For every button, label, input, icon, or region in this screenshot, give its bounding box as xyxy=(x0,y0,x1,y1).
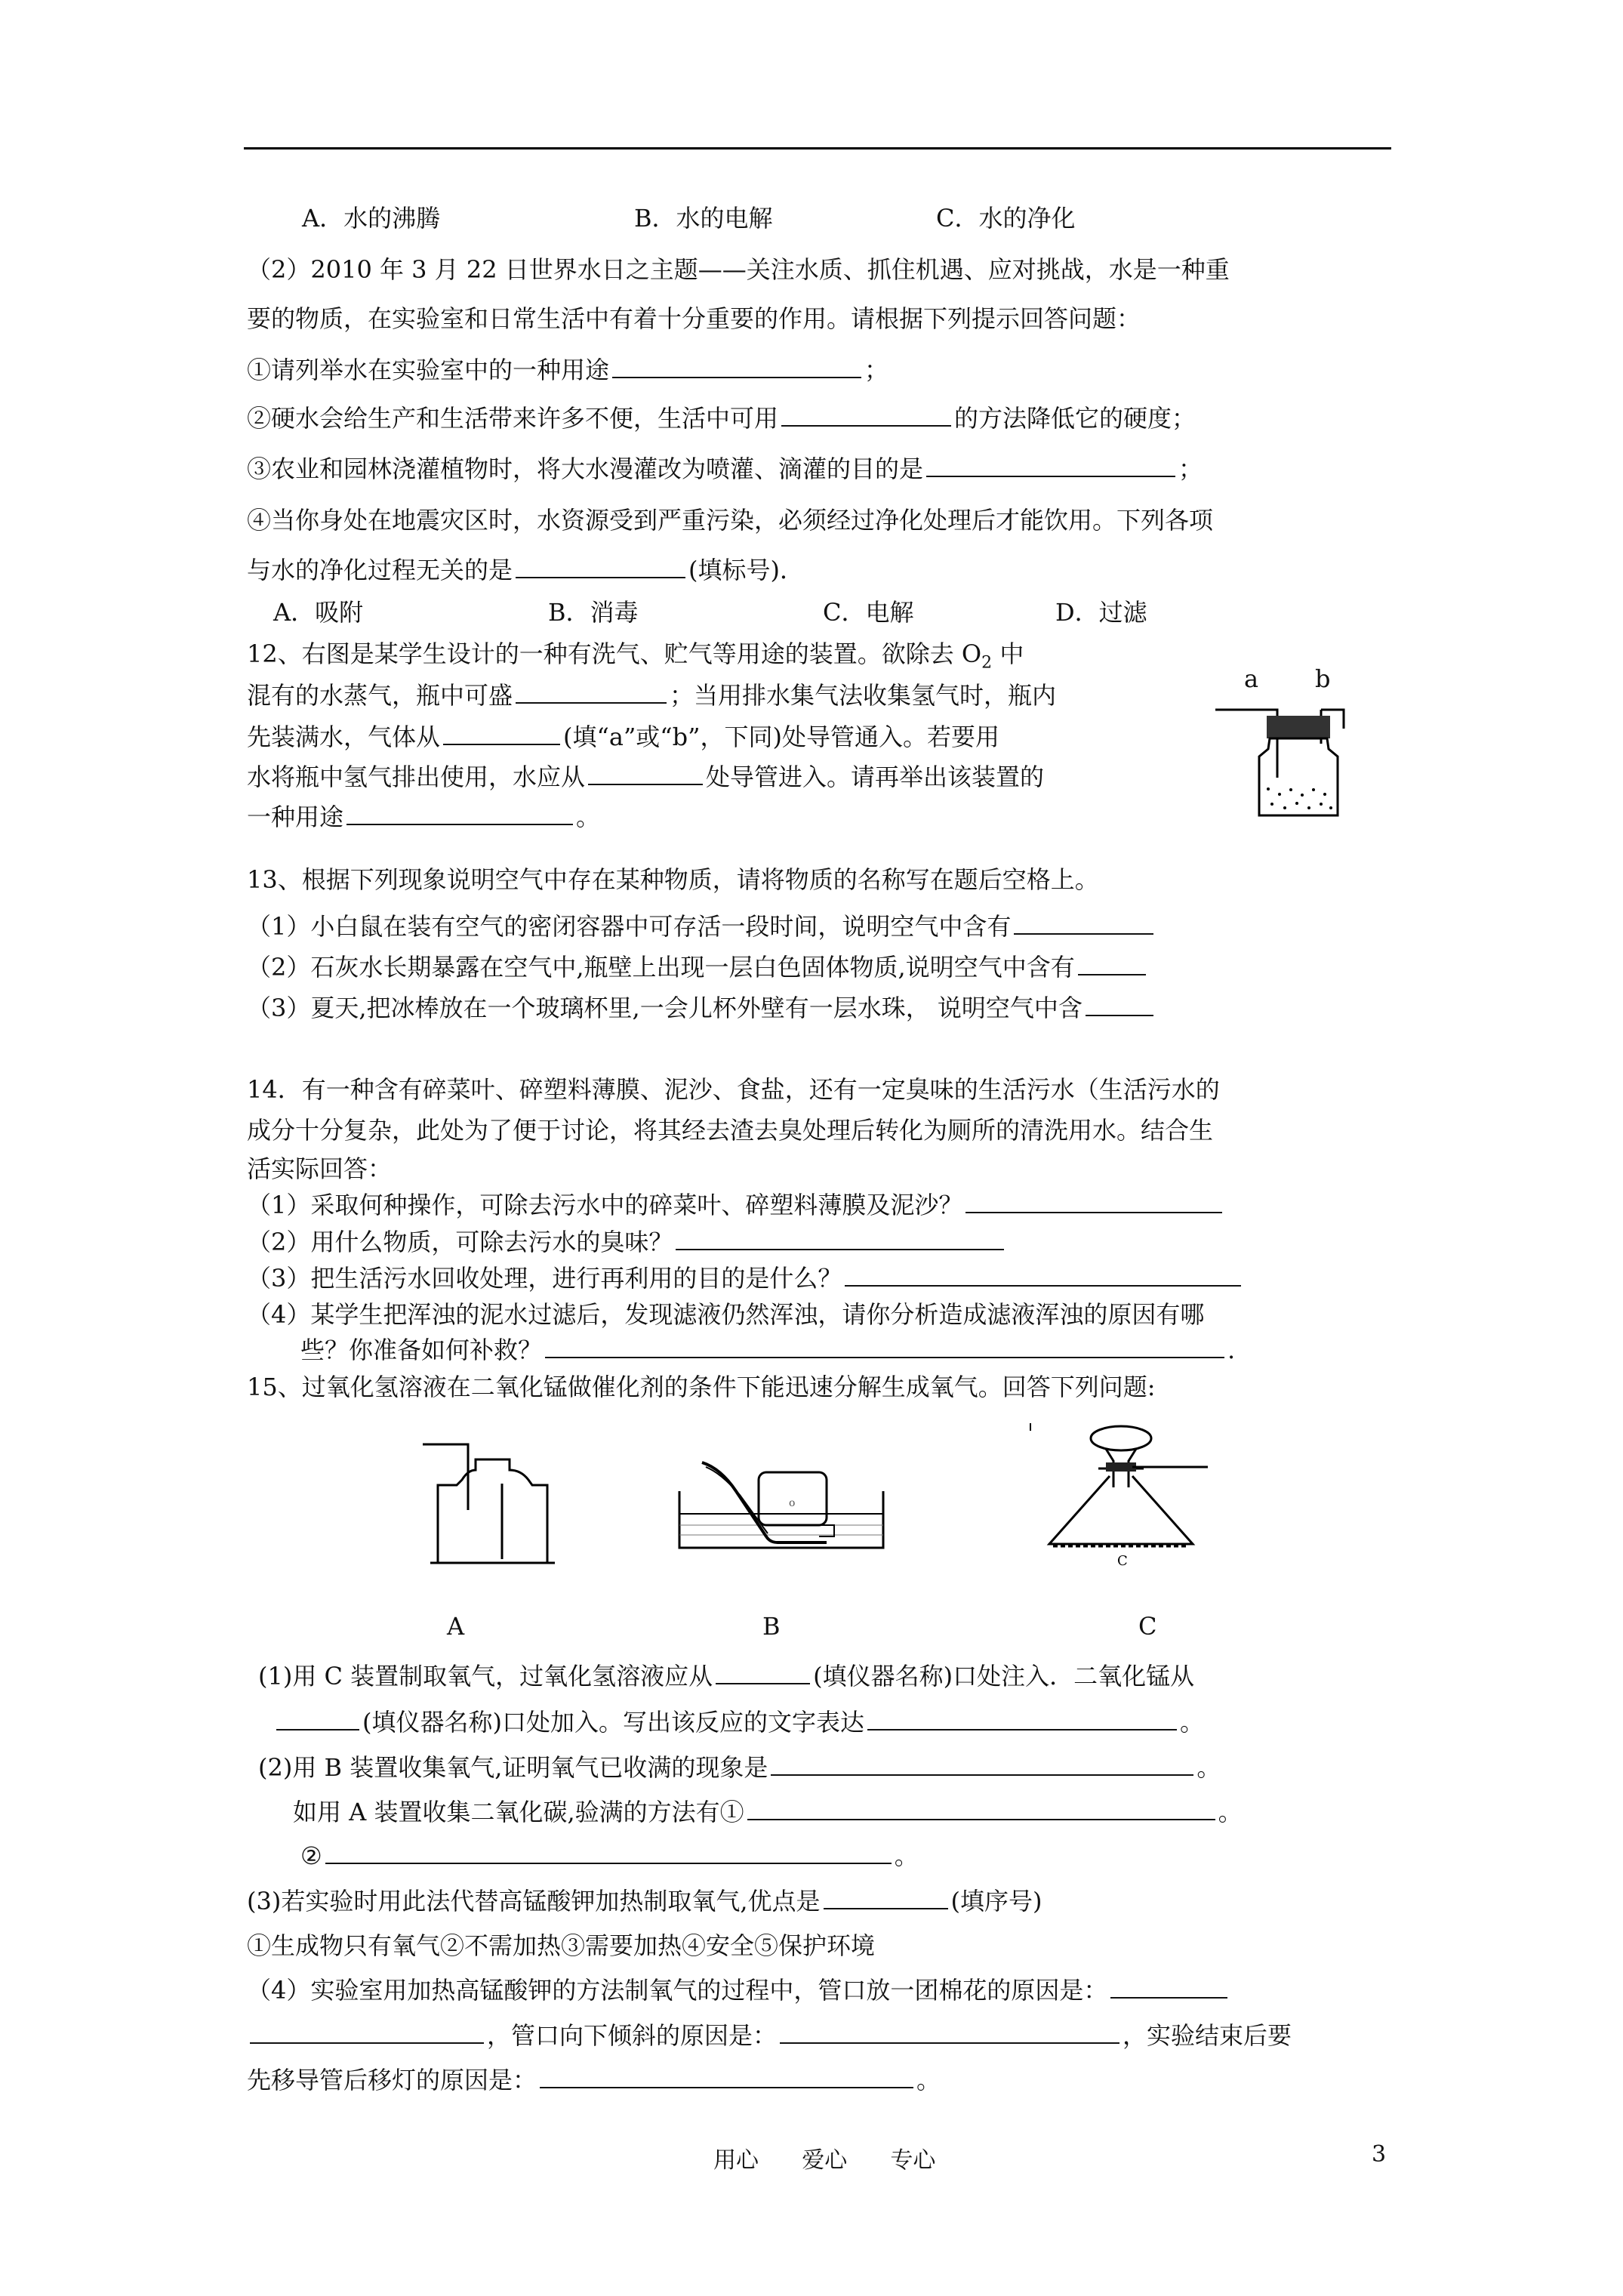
fig-c-small-label: C xyxy=(1117,1553,1128,1569)
q11-2-item4-line1: ④当你身处在地震灾区时，水资源受到严重污染，必须经过净化处理后才能饮用。下列各项 xyxy=(247,506,1214,535)
fig-label-a: A xyxy=(447,1612,465,1641)
q15-part4-line1: （4）实验室用加热高锰酸钾的方法制氧气的过程中，管口放一团棉花的原因是： xyxy=(247,1974,1230,2006)
q12-line1: 12、右图是某学生设计的一种有洗气、贮气等用途的装置。欲除去 $O_2$ 中 xyxy=(247,639,1024,673)
answer-blank[interactable] xyxy=(250,2020,484,2044)
q12-tube-b-label: b xyxy=(1315,664,1331,693)
q15-stem: 15、过氧化氢溶液在二氧化锰做催化剂的条件下能迅速分解生成氧气。回答下列问题: xyxy=(247,1373,1156,1401)
answer-blank[interactable] xyxy=(276,1706,359,1730)
q11-2-item3: ③农业和园林浇灌植物时，将大水漫灌改为喷灌、滴灌的目的是 ； xyxy=(247,455,1203,483)
answer-blank[interactable] xyxy=(1078,951,1146,975)
answer-blank[interactable] xyxy=(516,554,685,578)
gas-washing-bottle-icon xyxy=(1208,695,1374,823)
q11-2-option-c: C．电解 xyxy=(823,598,914,627)
q15-part2-line3: ② 。 xyxy=(300,1841,919,1870)
answer-blank[interactable] xyxy=(443,721,560,745)
q11-option-c: C．水的净化 xyxy=(936,204,1076,233)
svg-text:o: o xyxy=(789,1497,796,1509)
q12-line4: 水将瓶中氢气排出使用，水应从 处导管进入。请再举出该装置的 xyxy=(247,763,1045,791)
conical-flask-c-icon xyxy=(989,1416,1230,1567)
answer-blank[interactable] xyxy=(676,1226,1004,1250)
q11-option-b: B．水的电解 xyxy=(634,204,773,233)
page-number: 3 xyxy=(1372,2141,1387,2168)
fig-label-c: C xyxy=(1138,1612,1157,1641)
q15-part1-line1: (1)用 C 装置制取氧气，过氧化氢溶液应从 (填仪器名称)口处注入．二氧化锰从 xyxy=(258,1662,1195,1690)
answer-blank[interactable] xyxy=(1110,1974,1227,1999)
q14-line1: 14．有一种含有碎菜叶、碎塑料薄膜、泥沙、食盐，还有一定臭味的生活污水（生活污水的 xyxy=(247,1075,1220,1104)
q11-2-item2: ②硬水会给生产和生活带来许多不便，生活中可用 的方法降低它的硬度； xyxy=(247,404,1196,433)
answer-blank[interactable] xyxy=(824,1885,948,1909)
answer-blank[interactable] xyxy=(926,453,1175,477)
q11-2-item1: ①请列举水在实验室中的一种用途 ； xyxy=(247,356,889,384)
q14-line2: 成分十分复杂，此处为了便于讨论，将其经去渣去臭处理后转化为厕所的清洗用水。结合生 xyxy=(247,1116,1214,1145)
q15-part4-line2: ，管口向下倾斜的原因是： ，实验结束后要 xyxy=(247,2020,1292,2051)
q15-part4-line3: 先移导管后移灯的原因是： 。 xyxy=(247,2066,941,2094)
q12-line2: 混有的水蒸气，瓶中可盛 ；当用排水集气法收集氢气时，瓶内 xyxy=(247,681,1057,710)
header-rule xyxy=(244,147,1391,149)
answer-blank[interactable] xyxy=(965,1189,1222,1213)
answer-blank[interactable] xyxy=(516,680,667,704)
q14-sub2: （2）用什么物质，可除去污水的臭味？ xyxy=(247,1226,1007,1258)
answer-blank[interactable] xyxy=(845,1262,1241,1287)
answer-blank[interactable] xyxy=(867,1706,1177,1730)
answer-blank[interactable] xyxy=(325,1840,892,1864)
q15-part3-line2: ①生成物只有氧气②不需加热③需要加热④安全⑤保护环境 xyxy=(247,1931,876,1960)
q14-sub3: （3）把生活污水回收处理，进行再利用的目的是什么？ xyxy=(247,1262,1244,1294)
q14-sub4-line1: （4）某学生把浑浊的泥水过滤后，发现滤液仍然浑浊，请你分析造成滤液浑浊的原因有哪 xyxy=(247,1300,1205,1329)
q13-sub3: （3）夏天,把冰棒放在一个玻璃杯里,一会儿杯外壁有一层水珠， 说明空气中含 xyxy=(247,992,1156,1024)
q13-stem: 13、根据下列现象说明空气中存在某种物质，请将物质的名称写在题后空格上。 xyxy=(247,865,1099,894)
footer-motto: 用心 爱心 专心 xyxy=(713,2147,936,2174)
q14-sub4-line2: 些？你准备如何补救？ . xyxy=(300,1336,1236,1364)
answer-blank[interactable] xyxy=(781,402,951,427)
q13-sub1: （1）小白鼠在装有空气的密闭容器中可存活一段时间，说明空气中含有 xyxy=(247,911,1156,942)
q11-2-intro-line2: 要的物质，在实验室和日常生活中有着十分重要的作用。请根据下列提示回答问题： xyxy=(247,304,1141,333)
q12-line3: 先装满水，气体从 (填“a”或“b”，下同)处导管通入。若要用 xyxy=(247,723,999,751)
q11-2-option-d: D．过滤 xyxy=(1055,598,1147,627)
answer-blank[interactable] xyxy=(1086,992,1153,1016)
bottle-a-icon xyxy=(423,1438,559,1570)
q11-2-item4-line2: 与水的净化过程无关的是 (填标号)． xyxy=(247,556,804,584)
answer-blank[interactable] xyxy=(612,354,861,378)
q11-2-option-b: B．消毒 xyxy=(548,598,639,627)
answer-blank[interactable] xyxy=(346,801,573,825)
q15-part1-line2: (填仪器名称)口处加入。写出该反应的文字表达 。 xyxy=(273,1706,1204,1738)
answer-blank[interactable] xyxy=(588,761,703,785)
q11-2-option-a: A．吸附 xyxy=(273,598,364,627)
q15-part2-line1: (2)用 B 装置收集氧气,证明氧气已收满的现象是 。 xyxy=(258,1753,1221,1782)
q15-part2-line2: 如用 A 装置收集二氧化碳,验满的方法有① 。 xyxy=(293,1798,1243,1826)
q12-tube-a-label: a xyxy=(1244,664,1259,693)
answer-blank[interactable] xyxy=(540,2064,913,2088)
fig-label-b: B xyxy=(762,1612,781,1641)
q11-2-intro-line1: （2）2010 年 3 月 22 日世界水日之主题——关注水质、抓住机遇、应对挑战，水是一种重 xyxy=(247,255,1230,284)
q13-sub2: （2）石灰水长期暴露在空气中,瓶壁上出现一层白色固体物质,说明空气中含有 xyxy=(247,951,1149,983)
q14-line3: 活实际回答： xyxy=(247,1154,393,1183)
q15-part3-line1: (3)若实验时用此法代替高锰酸钾加热制取氧气,优点是 (填序号) xyxy=(247,1887,1042,1915)
answer-blank[interactable] xyxy=(771,1752,1193,1776)
answer-blank[interactable] xyxy=(1014,911,1153,935)
q12-line5: 一种用途 。 xyxy=(247,803,601,831)
answer-blank[interactable] xyxy=(780,2020,1119,2044)
answer-blank[interactable] xyxy=(716,1660,810,1684)
q11-option-a: A．水的沸腾 xyxy=(302,204,441,233)
answer-blank[interactable] xyxy=(545,1334,1224,1358)
water-trough-b-icon xyxy=(676,1453,887,1555)
answer-blank[interactable] xyxy=(747,1796,1215,1820)
q14-sub1: （1）采取何种操作，可除去污水中的碎菜叶、碎塑料薄膜及泥沙？ xyxy=(247,1189,1225,1221)
